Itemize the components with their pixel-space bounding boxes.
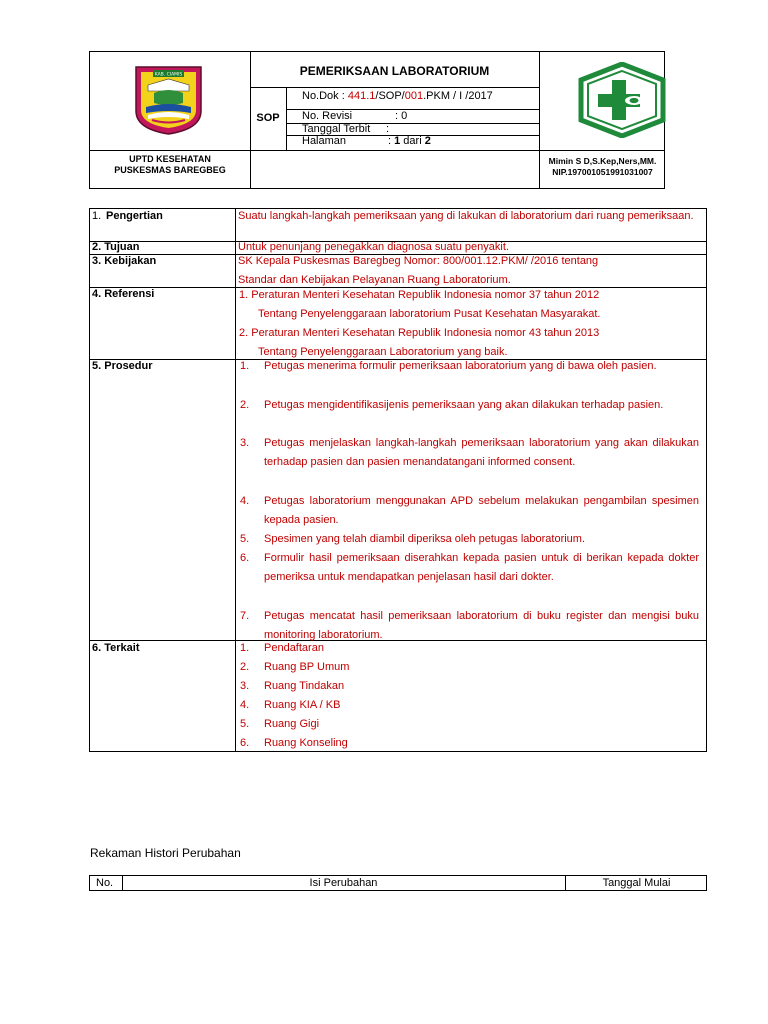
referensi-item-2-line2: Tentang Penyelenggaraan Laboratorium yang baik. [258,346,508,358]
prosedur-item [240,530,699,549]
terkait-item-text: Ruang Konseling [264,737,348,749]
history-header-no: No. [96,877,114,889]
pengertian-text: Suatu langkah-langkah pemeriksaan yang di lakukan di laboratorium dari ruang pemeriksaan. [238,210,694,222]
doc-number-part2: /SOP/ [375,90,405,102]
document-header [89,51,665,189]
page-current: 1 [394,135,401,147]
page-prefix: : [388,135,395,147]
tujuan-label: 2. Tujuan [92,241,140,253]
prosedur-item-text: Petugas laboratorium menggunakan APD sebelum melakukan pengambilan spesimen kepada pasien. [264,495,699,526]
issue-date-label: Tanggal Terbit [302,123,371,135]
header-divider [286,87,287,150]
referensi-item-1-line1: 1. Peraturan Menteri Kesehatan Republik Indonesia nomor 37 tahun 2012 [239,289,600,301]
prosedur-item-number: 4. [240,495,250,507]
terkait-item [240,639,699,658]
prosedur-item [240,492,699,530]
prosedur-item-text: Formulir hasil pemeriksaan diserahkan kepada pasien untuk di berikan kepada dokter pemeriksa untuk mendapatkan penjelasan hasil dari dokter. [264,552,699,583]
sop-label: SOP [256,112,280,124]
kebijakan-line2: Standar dan Kebijakan Pelayanan Ruang Laboratorium. [238,274,511,286]
sop-content-table [89,208,707,752]
header-divider [90,150,664,151]
terkait-item-text: Ruang Tindakan [264,680,345,692]
prosedur-item-number: 6. [240,552,250,564]
organization-name [90,154,250,176]
terkait-item [240,658,699,677]
revision-value: : 0 [395,110,408,122]
prosedur-label: 5. Prosedur [92,360,153,372]
logo-left-text: KAB. CIAMIS [154,72,183,78]
prosedur-item-text: Petugas menjelaskan langkah-langkah pemeriksaan laboratorium yang akan dilakukan terhadap pasien dan pasien menandatangani informed consent. [264,437,699,468]
history-title: Rekaman Histori Perubahan [90,846,241,860]
prosedur-item-text: Petugas menerima formulir pemeriksaan laboratorium yang di bawa oleh pasien. [264,360,657,372]
referensi-item-1-line2: Tentang Penyelenggaraan laboratorium Pusat Kesehatan Masyarakat. [258,308,601,320]
terkait-item-number: 2. [240,661,250,673]
kebijakan-label: 3. Kebijakan [92,255,157,267]
terkait-item-number: 6. [240,737,250,749]
ciamis-regency-emblem [134,63,203,135]
referensi-item-2-line1: 2. Peraturan Menteri Kesehatan Republik Indonesia nomor 43 tahun 2013 [239,327,600,339]
prosedur-item-text: Petugas mengidentifikasijenis pemeriksaan yang akan dilakukan terhadap pasien. [264,399,664,411]
terkait-item-text: Pendaftaran [264,642,324,654]
terkait-item-number: 5. [240,718,250,730]
kebijakan-line1: SK Kepala Puskesmas Baregbeg Nomor: 800/001.12.PKM/ /2016 tentang [238,255,599,267]
revision-label: No. Revisi [302,110,353,122]
prosedur-item [240,434,699,472]
organization-line1: UPTD KESEHATAN [129,154,211,164]
terkait-item-text: Ruang KIA / KB [264,699,341,711]
terkait-label: 6. Terkait [92,642,140,654]
terkait-item [240,696,699,715]
prosedur-item-text: Spesimen yang telah diambil diperiksa oleh petugas laboratorium. [264,533,586,545]
doc-number-part3: 001 [404,90,424,102]
history-header-change: Isi Perubahan [309,877,378,889]
prosedur-item-text: Petugas mencatat hasil pemeriksaan laboratorium di buku register dan mengisi buku monitoring laboratorium. [264,610,699,641]
column-divider [235,209,236,751]
page-total: 2 [424,135,431,147]
puskesmas-logo [578,62,666,138]
pengertian-number: 1. [92,210,102,222]
terkait-item-text: Ruang BP Umum [264,661,350,673]
terkait-item-number: 3. [240,680,250,692]
history-table [89,875,707,891]
referensi-label: 4. Referensi [92,288,155,300]
doc-number-part1: 441.1 [347,90,376,102]
terkait-item [240,715,699,734]
terkait-item-number: 4. [240,699,250,711]
prosedur-item-number: 7. [240,610,250,622]
prosedur-item [240,549,699,587]
terkait-item [240,677,699,696]
issue-date-value: : [386,123,390,135]
organization-line2: PUSKESMAS BAREGBEG [114,165,226,175]
terkait-item [240,734,699,753]
doc-number-label: No.Dok [302,90,339,102]
header-divider [250,87,539,88]
terkait-item-text: Ruang Gigi [264,718,320,730]
page-info [388,135,431,147]
document-title: PEMERIKSAAN LABORATORIUM [299,64,490,78]
doc-number [302,90,493,102]
signer-name: Mimin S D,S.Kep,Ners,MM. [548,156,657,166]
pengertian-label: Pengertian [106,210,163,222]
prosedur-item-number: 3. [240,437,250,449]
prosedur-item-number: 1. [240,360,250,372]
tujuan-text: Untuk penunjang penegakkan diagnosa suatu penyakit. [238,241,509,253]
prosedur-item-number: 5. [240,533,250,545]
terkait-item-number: 1. [240,642,250,654]
doc-number-part4: .PKM / I /2017 [423,90,493,102]
page-of: dari [400,135,425,147]
signer-block [539,156,666,178]
history-header-date: Tanggal Mulai [602,877,671,889]
prosedur-item [240,357,699,376]
prosedur-item-number: 2. [240,399,250,411]
prosedur-item [240,396,699,415]
signer-nip: NIP.197001051991031007 [552,167,653,177]
doc-number-separator: : [338,90,348,102]
page-label: Halaman [302,135,347,147]
